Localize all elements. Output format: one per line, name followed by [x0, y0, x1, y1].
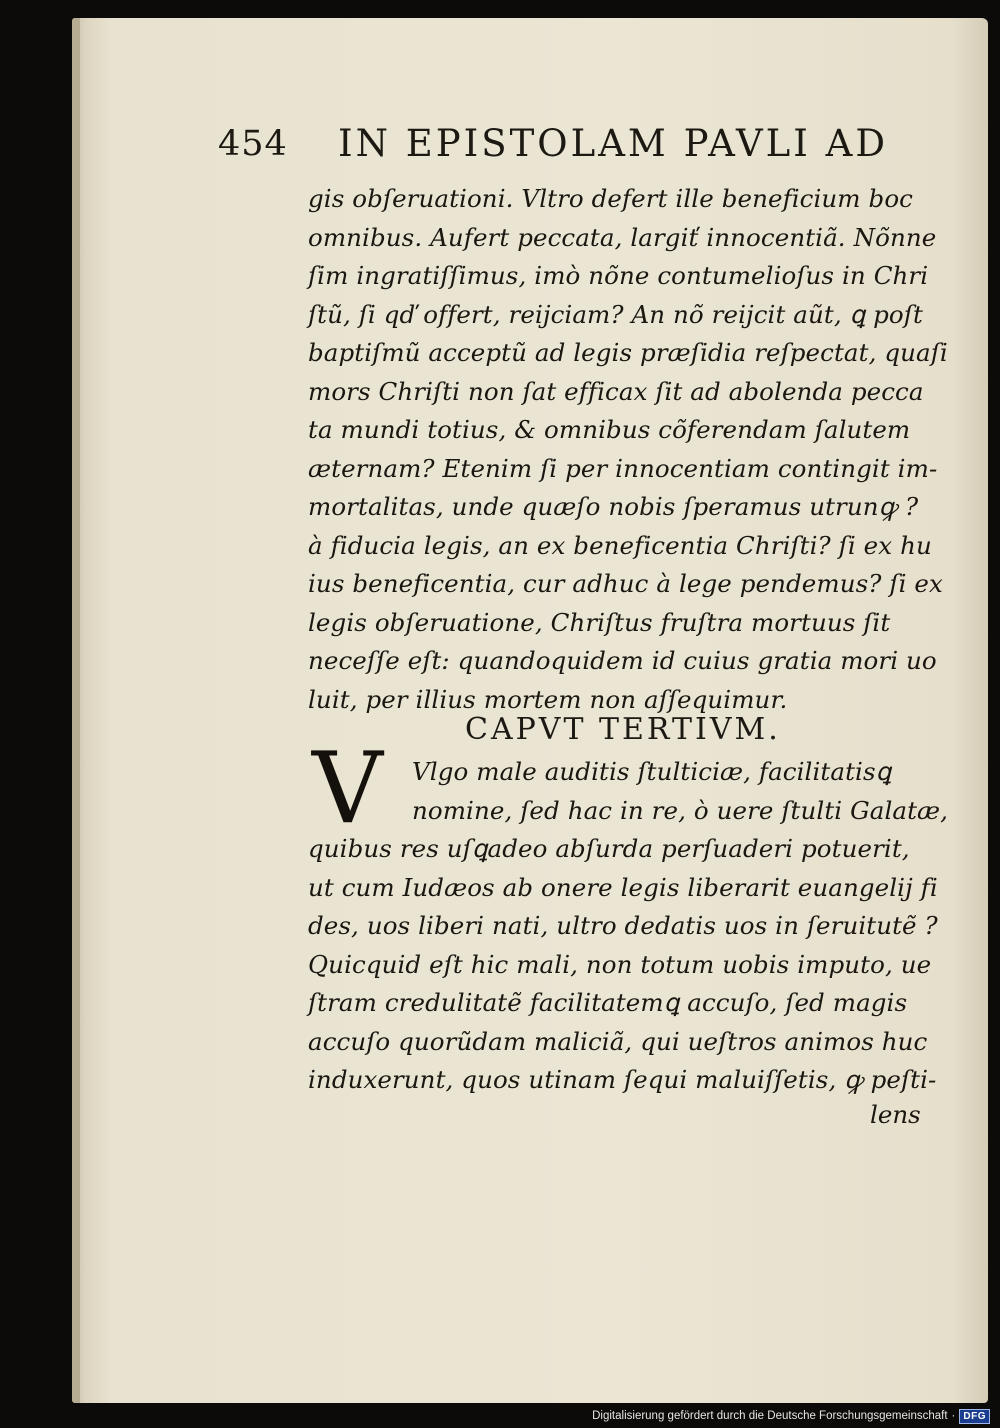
text-line: ius beneficentia, cur adhuc à lege pendemus? ſi ex — [308, 569, 943, 598]
text-line: legis obſeruatione, Chriſtus fruſtra mortuus ſit — [308, 607, 891, 637]
text-line: induxerunt, quos utinam ſequi maluiſſetis, ꝙ peſti- — [308, 1065, 937, 1094]
separator-dot: · — [951, 1410, 956, 1422]
text-line: ſtũ, ſi qď offert, reijciam? An nõ reijcit aũt, ꝗ poſt — [308, 299, 923, 329]
text-line: Quicquid eſt hic mali, non totum uobis imputo, ue — [308, 949, 932, 979]
running-title: IN EPISTOLAM PAVLI AD — [338, 122, 888, 165]
text-line: nomine, ſed hac in re, ò uere ſtulti Galatæ, — [412, 795, 949, 825]
catchword: lens — [870, 1100, 921, 1129]
text-line: baptiſmũ acceptũ ad legis præſidia reſpectat, quaſi — [308, 338, 948, 367]
text-line: mortalitas, unde quæſo nobis ſperamus utrunꝙ ? — [308, 492, 919, 521]
drop-cap-initial: V — [312, 732, 383, 846]
text-line: neceſſe eſt: quandoquidem id cuius gratia mori uo — [308, 646, 937, 675]
text-line: Vlgo male auditis ſtulticiæ, facilitatisꝗ — [412, 757, 892, 786]
text-line: omnibus. Aufert peccata, largiť innocentiã. Nõnne — [308, 222, 937, 252]
text-line: quibus res uſꝗadeo abſurda perſuaderi potuerit, — [308, 834, 910, 863]
digitization-credit — [592, 1406, 990, 1426]
text-line: ut cum Iudæos ab onere legis liberarit euangelij fi — [308, 872, 938, 902]
text-line: ſim ingratiſſimus, imò nõne contumelioſus in Chri — [308, 261, 929, 290]
chapter-text — [308, 753, 948, 1100]
text-line: gis obſeruationi. Vltro defert ille beneficium boc — [308, 184, 913, 213]
body-text — [308, 180, 948, 719]
page-edge — [72, 18, 80, 1403]
text-line: ſtram credulitatẽ facilitatemꝗ accuſo, ſed magis — [308, 988, 908, 1017]
text-line: luit, per illius mortem non aſſequimur. — [308, 684, 788, 714]
page-header — [218, 118, 933, 174]
text-line: à fiducia legis, an ex beneficentia Chriſti? ſi ex hu — [308, 530, 932, 560]
credit-text: Digitalisierung gefördert durch die Deutsche Forschungsgemeinschaft — [592, 1410, 948, 1422]
folio-number: 454 — [218, 124, 288, 164]
chapter-heading: CAPVT TERTIVM. — [465, 712, 781, 747]
text-line: ta mundi totius, & omnibus cõferendam ſalutem — [308, 415, 911, 444]
text-line: mors Chriſti non ſat efficax ſit ad abolenda pecca — [308, 376, 924, 406]
dfg-logo-icon: DFG — [959, 1409, 990, 1424]
text-line: accuſo quorũdam maliciã, qui ueſtros animos huc — [308, 1026, 928, 1056]
text-line: æternam? Etenim ſi per innocentiam contingit im- — [308, 453, 938, 483]
text-line: des, uos liberi nati, ultro dedatis uos in ſeruitutẽ ? — [308, 911, 938, 940]
